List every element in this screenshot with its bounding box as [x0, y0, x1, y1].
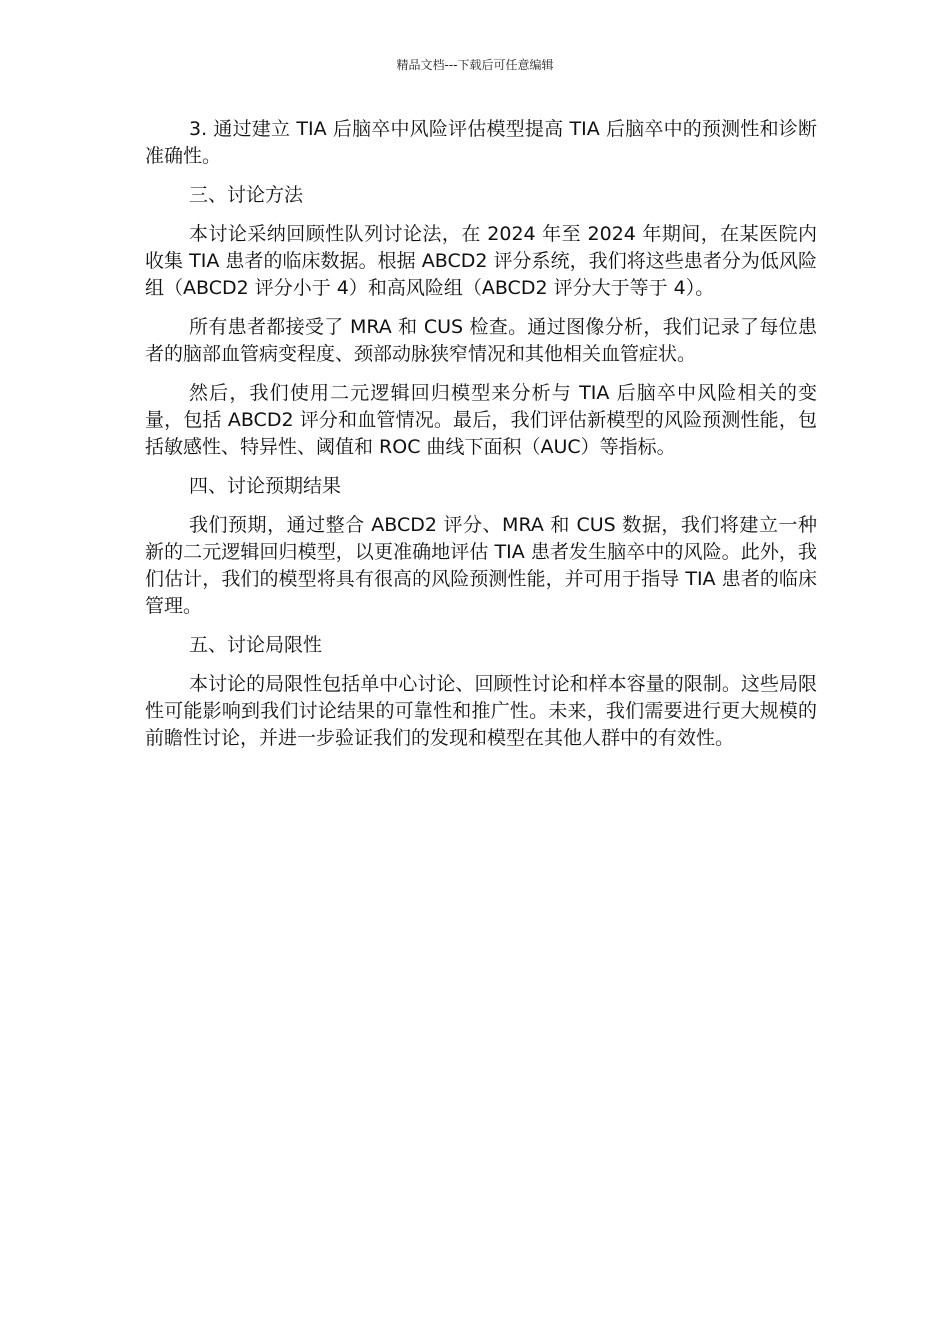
document-body: [145, 116, 817, 764]
results-paragraph-1: 我们预期，通过整合 ABCD2 评分、MRA 和 CUS 数据，我们将建立一种新的二元逻辑回归模型，以更准确地评估 TIA 患者发生脑卒中的风险。此外，我们估计，我们的模型将具有很高的风险预测性能，并可用于指导 TIA 患者的临床管理。: [145, 514, 817, 617]
methods-heading: 三、讨论方法: [189, 184, 304, 206]
limitations-heading: 五、讨论局限性: [189, 634, 323, 656]
limitations-paragraph-1: 本讨论的局限性包括单中心讨论、回顾性讨论和样本容量的限制。这些局限性可能影响到我们讨论结果的可靠性和推广性。未来，我们需要进行更大规模的前瞻性讨论，并进一步验证我们的发现和模型在其他人群中的有效性。: [145, 673, 817, 749]
methods-paragraph-2: 所有患者都接受了 MRA 和 CUS 检查。通过图像分析，我们记录了每位患者的脑部血管病变程度、颈部动脉狭窄情况和其他相关血管症状。: [145, 316, 817, 365]
methods-paragraph-3: 然后，我们使用二元逻辑回归模型来分析与 TIA 后脑卒中风险相关的变量，包括 ABCD2 评分和血管情况。最后，我们评估新模型的风险预测性能，包括敏感性、特异性、阈值和 ROC 曲线下面积（AUC）等指标。: [145, 382, 817, 458]
methods-paragraph-1: 本讨论采纳回顾性队列讨论法，在 2024 年至 2024 年期间，在某医院内收集 TIA 患者的临床数据。根据 ABCD2 评分系统，我们将这些患者分为低风险组（ABCD2 评分小于 4）和高风险组（ABCD2 评分大于等于 4）。: [145, 223, 817, 299]
page-header: 精品文档---下载后可任意编辑: [396, 58, 554, 72]
objective-item-3: 3. 通过建立 TIA 后脑卒中风险评估模型提高 TIA 后脑卒中的预测性和诊断准确性。: [145, 118, 817, 167]
results-heading: 四、讨论预期结果: [189, 475, 342, 497]
